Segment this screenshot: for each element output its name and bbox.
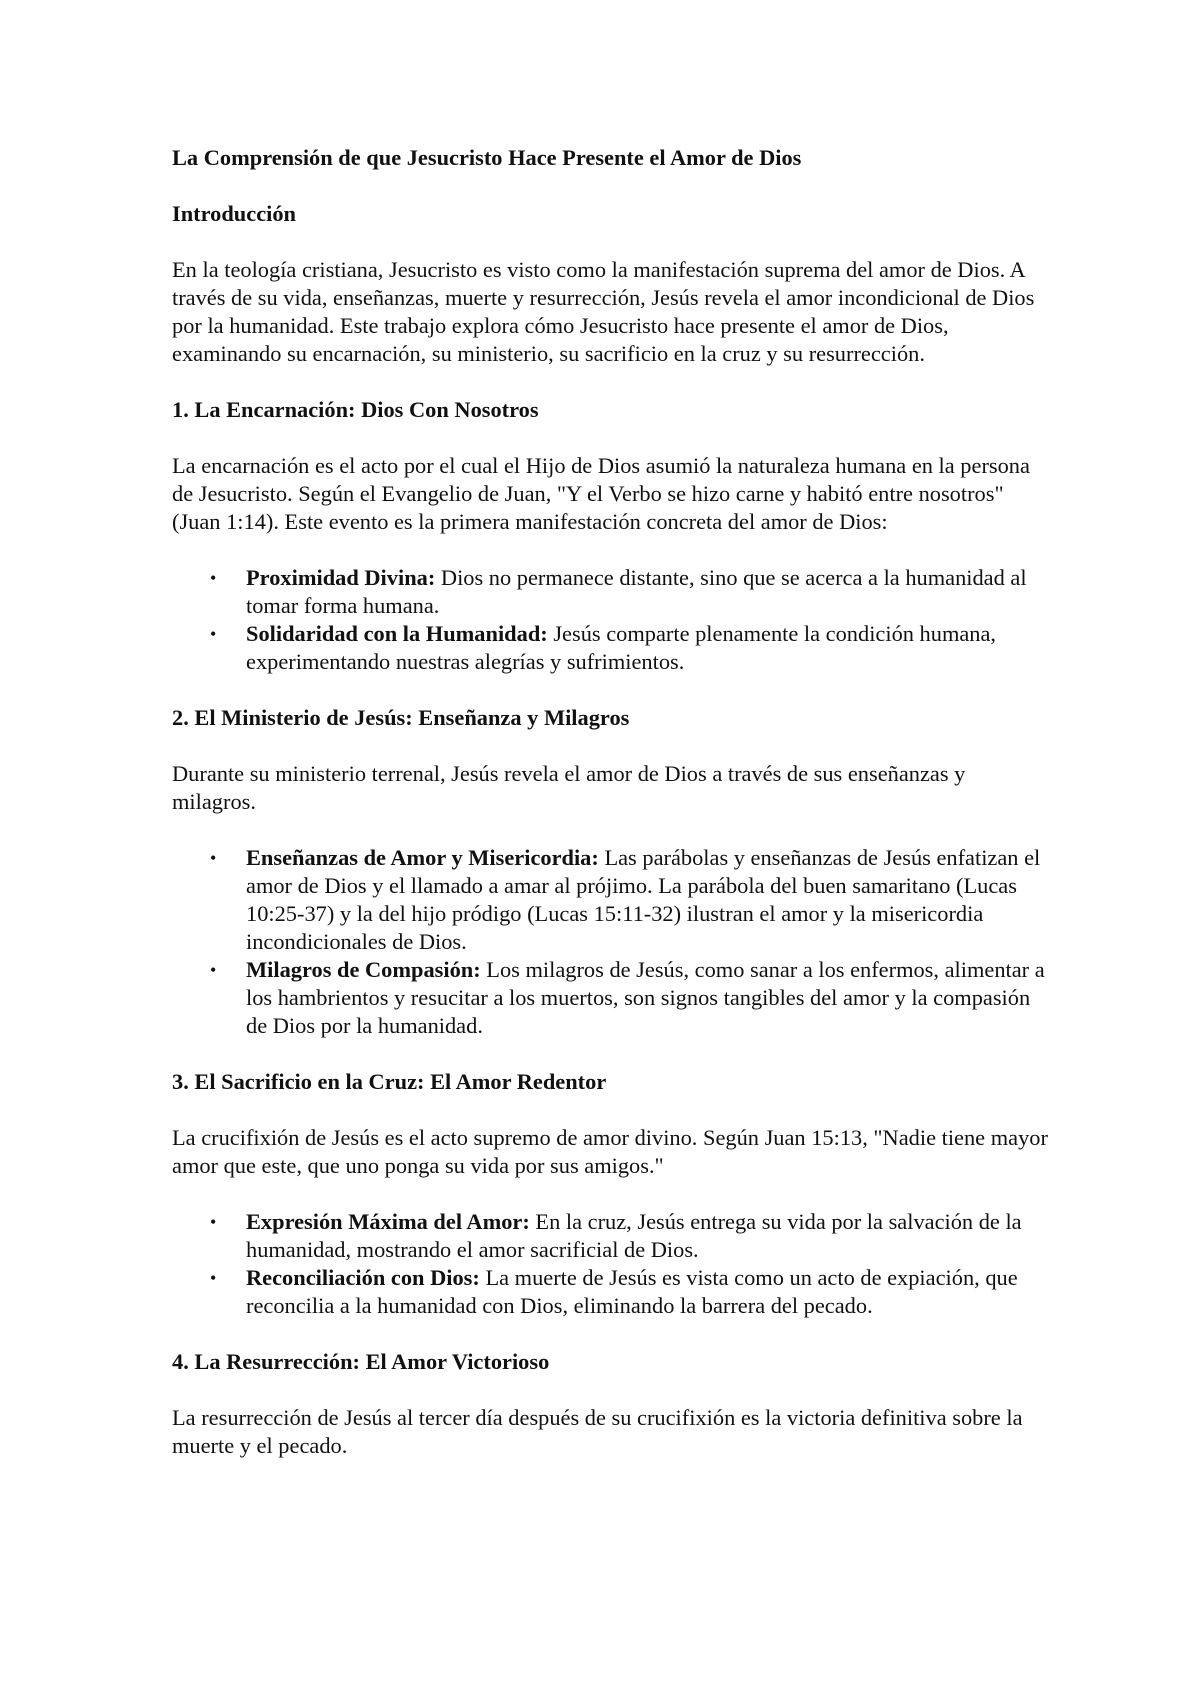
bullet-list [172, 564, 1052, 676]
section-paragraph: Durante su ministerio terrenal, Jesús revela el amor de Dios a través de sus enseñanzas y milagros. [172, 761, 966, 814]
bullet-term: Enseñanzas de Amor y Misericordia: [246, 845, 599, 870]
list-item [172, 956, 1052, 1040]
bullet-text: Jesús comparte plenamente la condición humana, experimentando nuestras alegrías y sufrimientos. [246, 621, 997, 674]
list-item [172, 620, 1052, 676]
section-heading: 3. El Sacrificio en la Cruz: El Amor Redentor [172, 1069, 607, 1094]
section-heading: 2. El Ministerio de Jesús: Enseñanza y Milagros [172, 705, 630, 730]
bullet-text: La muerte de Jesús es vista como un acto de expiación, que reconcilia a la humanidad con Dios, eliminando la barrera del pecado. [246, 1265, 1018, 1318]
bullet-icon: • [210, 848, 217, 868]
section-paragraph: La crucifixión de Jesús es el acto supremo de amor divino. Según Juan 15:13, "Nadie tiene mayor amor que este, que uno ponga su vida por sus amigos." [172, 1125, 1048, 1178]
bullet-icon: • [210, 568, 217, 588]
list-item [172, 564, 1052, 620]
document-title: La Comprensión de que Jesucristo Hace Presente el Amor de Dios [172, 145, 802, 170]
bullet-icon: • [210, 1268, 217, 1288]
bullet-text: En la cruz, Jesús entrega su vida por la salvación de la humanidad, mostrando el amor sacrificial de Dios. [246, 1209, 1022, 1262]
list-item [172, 1208, 1052, 1264]
bullet-term: Solidaridad con la Humanidad: [246, 621, 548, 646]
bullet-text: Las parábolas y enseñanzas de Jesús enfatizan el amor de Dios y el llamado a amar al prójimo. La parábola del buen samaritano (Lucas 10:25-37) y la del hijo pródigo (Lucas 15:11-32) ilustran el amor y la misericordia incondicionales de Dios. [246, 845, 1041, 954]
section-paragraph: La resurrección de Jesús al tercer día después de su crucifixión es la victoria definitiva sobre la muerte y el pecado. [172, 1405, 1023, 1458]
bullet-text: Los milagros de Jesús, como sanar a los enfermos, alimentar a los hambrientos y resucitar a los muertos, son signos tangibles del amor y la compasión de Dios por la humanidad. [246, 957, 1045, 1038]
list-item [172, 1264, 1052, 1320]
bullet-icon: • [210, 1212, 217, 1232]
bullet-term: Milagros de Compasión: [246, 957, 481, 982]
document-page [172, 144, 1052, 1488]
bullet-icon: • [210, 960, 217, 980]
bullet-term: Proximidad Divina: [246, 565, 436, 590]
bullet-list [172, 1208, 1052, 1320]
bullet-term: Expresión Máxima del Amor: [246, 1209, 530, 1234]
list-item [172, 844, 1052, 956]
bullet-term: Reconciliación con Dios: [246, 1265, 480, 1290]
section-paragraph: La encarnación es el acto por el cual el Hijo de Dios asumió la naturaleza humana en la persona de Jesucristo. Según el Evangelio de Juan, "Y el Verbo se hizo carne y habitó entre nosotros" (Juan 1:14). Este evento es la primera manifestación concreta del amor de Dios: [172, 453, 1030, 534]
bullet-icon: • [210, 624, 217, 644]
section-heading: 1. La Encarnación: Dios Con Nosotros [172, 397, 539, 422]
intro-paragraph: En la teología cristiana, Jesucristo es visto como la manifestación suprema del amor de Dios. A través de su vida, enseñanzas, muerte y resurrección, Jesús revela el amor incondicional de Dios por la humanidad. Este trabajo explora cómo Jesucristo hace presente el amor de Dios, examinando su encarnación, su ministerio, su sacrificio en la cruz y su resurrección. [172, 257, 1035, 366]
bullet-list [172, 844, 1052, 1040]
section-heading-intro: Introducción [172, 201, 297, 226]
bullet-text: Dios no permanece distante, sino que se acerca a la humanidad al tomar forma humana. [246, 565, 1027, 618]
section-heading: 4. La Resurrección: El Amor Victorioso [172, 1349, 550, 1374]
